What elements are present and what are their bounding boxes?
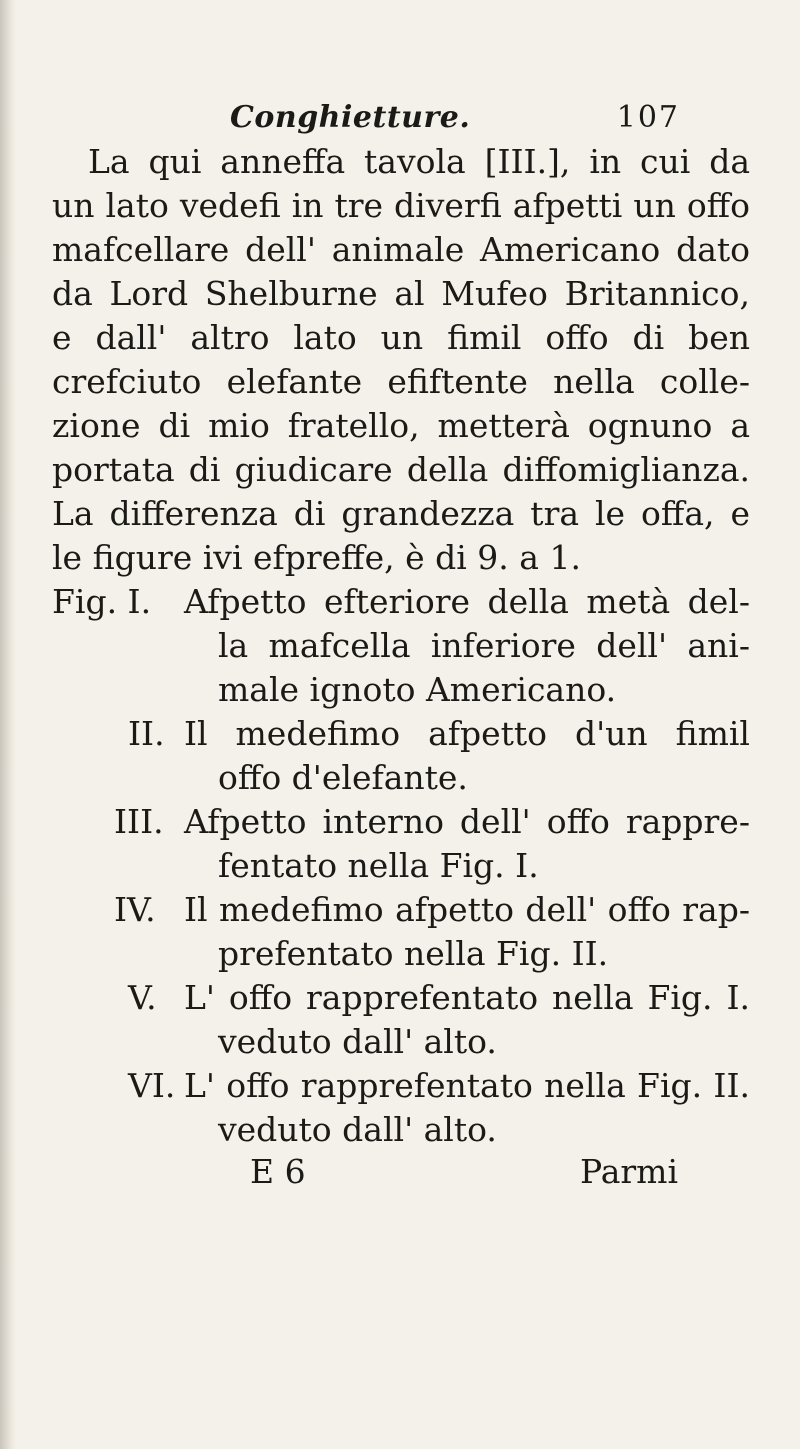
figure-label: II.: [128, 714, 165, 753]
figure-caption-line: Il medefimo afpetto dell' offo rap-: [184, 890, 750, 929]
catchword: Parmi: [580, 1152, 679, 1191]
paragraph-line: mafcellare dell' animale Americano dato: [52, 230, 750, 269]
figure-caption-line: male ignoto Americano.: [218, 670, 617, 709]
figure-caption-line: la mafcella inferiore dell' ani-: [218, 626, 750, 665]
figure-caption-line: L' offo rapprefentato nella Fig. I.: [184, 978, 750, 1017]
paragraph-line: zione di mio fratello, metterà ognuno a: [52, 406, 750, 445]
figure-caption-line: Afpetto efteriore della metà del-: [184, 582, 750, 621]
running-title: Conghietture.: [230, 100, 471, 135]
figure-caption-line: Il medefimo afpetto d'un fimil: [184, 714, 750, 753]
figure-label: IV.: [114, 890, 156, 929]
paragraph-line: un lato vedefi in tre diverfi afpetti un offo: [52, 186, 750, 225]
figure-caption-line: veduto dall' alto.: [218, 1022, 497, 1061]
figure-caption-line: Afpetto interno dell' offo rappre-: [184, 802, 750, 841]
figure-caption-line: prefentato nella Fig. II.: [218, 934, 609, 973]
figure-label: VI.: [128, 1066, 176, 1105]
paragraph-line: La differenza di grandezza tra le offa, e: [52, 494, 750, 533]
page-number: 107: [616, 100, 680, 135]
paragraph-line: le figure ivi efpreffe, è di 9. a 1.: [52, 538, 581, 577]
paragraph-line: e dall' altro lato un fimil offo di ben: [52, 318, 750, 357]
figure-label: V.: [128, 978, 157, 1017]
figure-caption-line: veduto dall' alto.: [218, 1110, 497, 1149]
paragraph-line: da Lord Shelburne al Mufeo Britannico,: [52, 274, 750, 313]
figure-caption-line: fentato nella Fig. I.: [218, 846, 539, 885]
figure-label: III.: [114, 802, 164, 841]
running-head: [230, 100, 680, 142]
paragraph-line: portata di giudicare della diffomiglianza.: [52, 450, 750, 489]
figure-caption-line: offo d'elefante.: [218, 758, 468, 797]
paragraph-line: La qui anneffa tavola [III.], in cui da: [88, 142, 750, 181]
figure-caption-line: L' offo rapprefentato nella Fig. II.: [184, 1066, 750, 1105]
page-edge: [0, 0, 16, 1449]
signature-mark: E 6: [250, 1152, 306, 1191]
paragraph-line: crefciuto elefante efiftente nella colle-: [52, 362, 750, 401]
figure-label: Fig. I.: [52, 582, 152, 621]
